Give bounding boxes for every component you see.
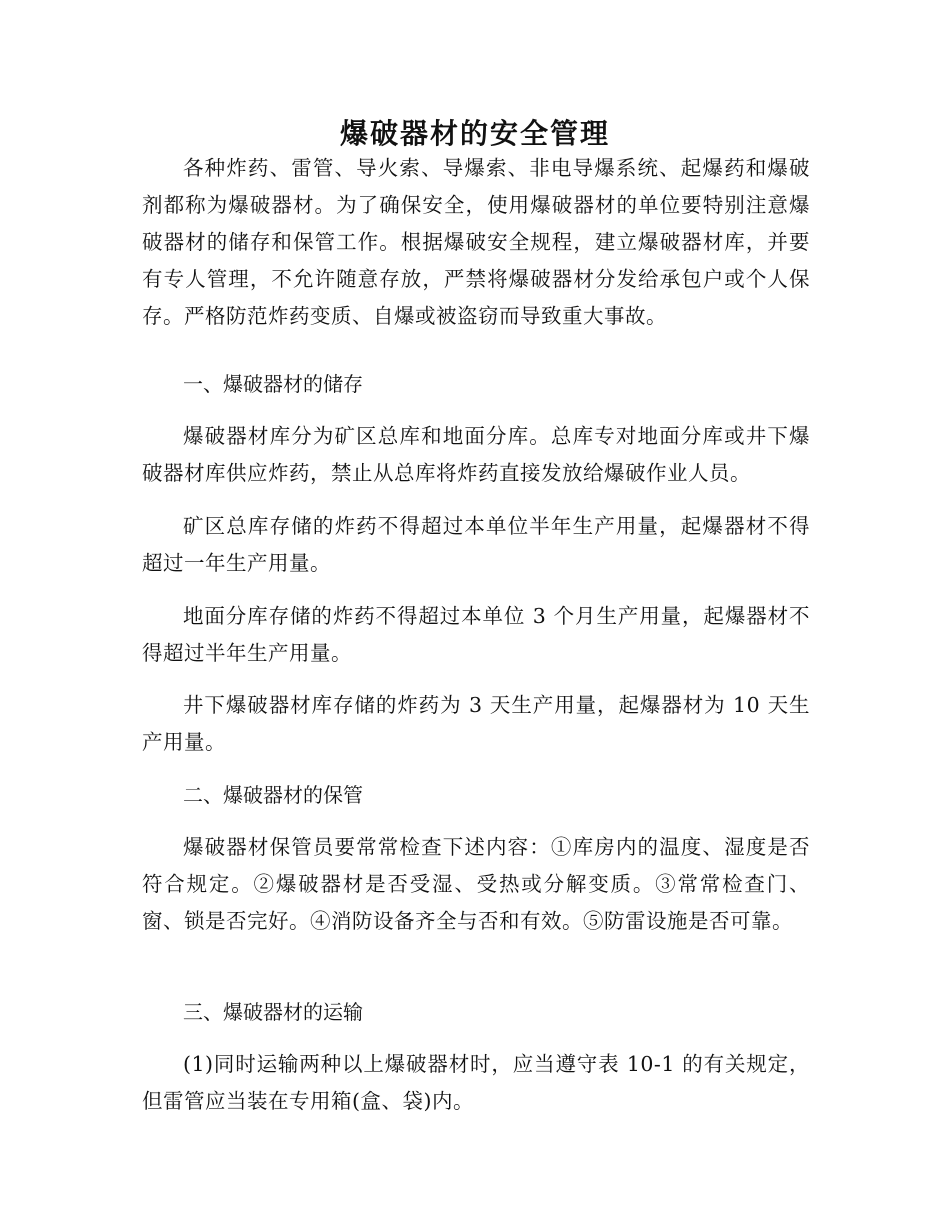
document-title: 爆破器材的安全管理 (339, 117, 610, 150)
storage-paragraph-2: 矿区总库存储的炸药不得超过本单位半年生产用量，起爆器材不得超过一年生产用量。 (142, 514, 810, 575)
storage-paragraph-3: 地面分库存储的炸药不得超过本单位 3 个月生产用量，起爆器材不得超过半年生产用量。 (142, 604, 810, 665)
storage-paragraph-4: 井下爆破器材库存储的炸药为 3 天生产用量，起爆器材为 10 天生产用量。 (142, 693, 810, 754)
transport-paragraph-1: (1)同时运输两种以上爆破器材时，应当遵守表 10-1 的有关规定，但雷管应当装在专用箱(盒、袋)内。 (142, 1052, 810, 1113)
custody-paragraph-1: 爆破器材保管员要常常检查下述内容：①库房内的温度、湿度是否符合规定。②爆破器材是否受湿、受热或分解变质。③常常检查门、窗、锁是否完好。④消防设备齐全与否和有效。⑤防雷设施是否可靠。 (142, 835, 810, 933)
storage-paragraph-1: 爆破器材库分为矿区总库和地面分库。总库专对地面分库或井下爆破器材库供应炸药，禁止从总库将炸药直接发放给爆破作业人员。 (142, 424, 810, 485)
intro-paragraph: 各种炸药、雷管、导火索、导爆索、非电导爆系统、起爆药和爆破剂都称为爆破器材。为了确保安全，使用爆破器材的单位要特别注意爆破器材的储存和保管工作。根据爆破安全规程，建立爆破器材库，并要有专人管理，不允许随意存放，严禁将爆破器材分发给承包户或个人保存。严格防范炸药变质、自爆或被盗窃而导致重大事故。 (142, 156, 810, 328)
section-heading-transport: 三、爆破器材的运输 (183, 1000, 363, 1024)
section-heading-storage: 一、爆破器材的储存 (183, 372, 363, 396)
section-heading-custody: 二、爆破器材的保管 (183, 783, 363, 807)
